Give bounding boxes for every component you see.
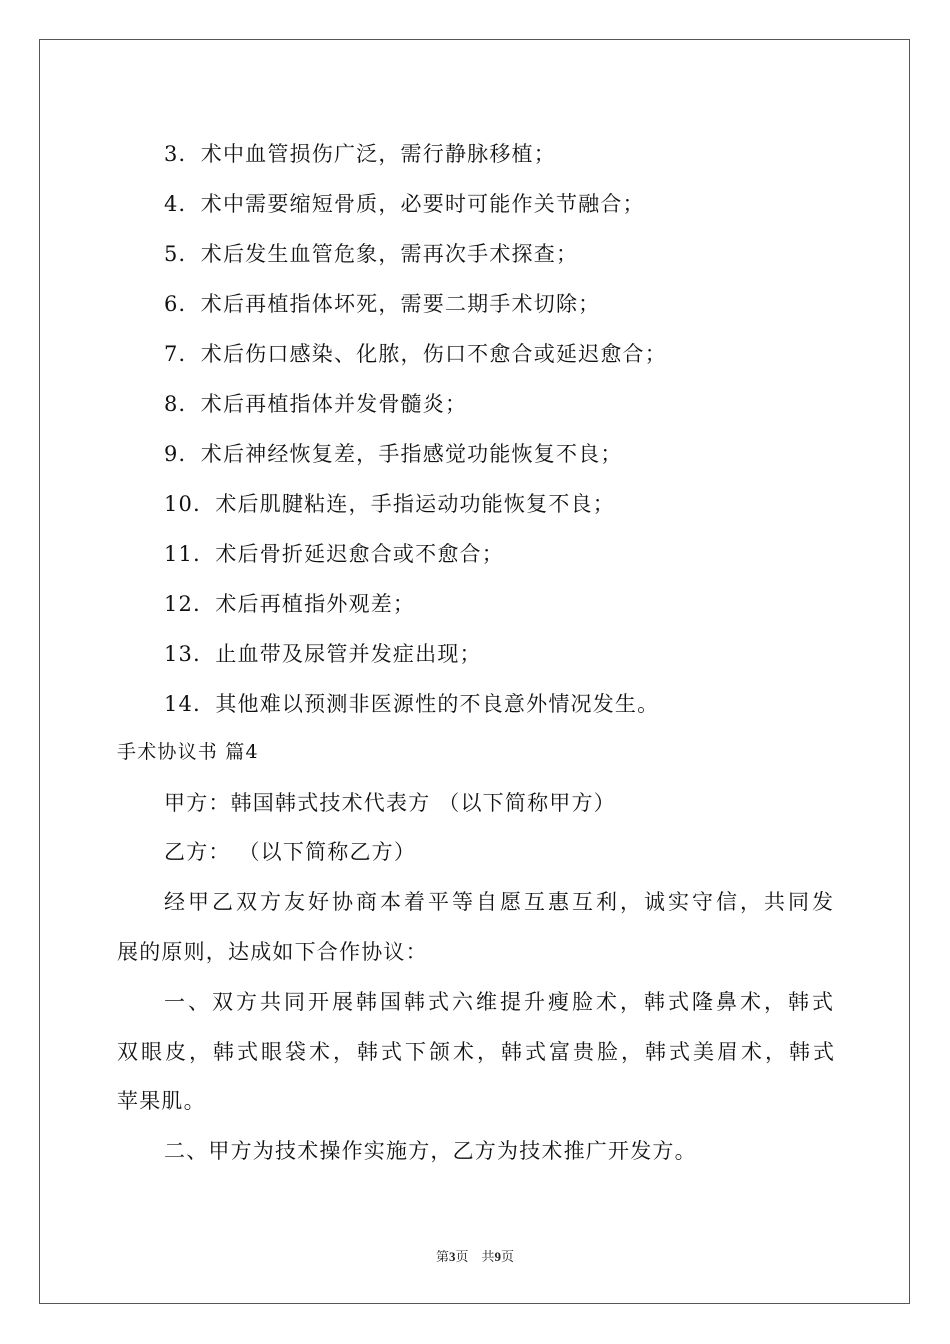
list-item: 6．术后再植指体坏死，需要二期手术切除； — [164, 292, 601, 316]
list-item: 12．术后再植指外观差； — [164, 592, 416, 616]
footer-suffix: 页 — [501, 1249, 515, 1264]
paragraph-line: 展的原则，达成如下合作协议： — [117, 940, 428, 964]
list-item: 13．止血带及尿管并发症出现； — [164, 642, 482, 666]
list-item: 11．术后骨折延迟愈合或不愈合； — [164, 542, 504, 566]
paragraph-line: 经甲乙双方友好协商本着平等自愿互惠互利，诚实守信，共同发 — [164, 890, 836, 914]
list-item: 4．术中需要缩短骨质，必要时可能作关节融合； — [164, 192, 645, 216]
list-item: 3．术中血管损伤广泛，需行静脉移植； — [164, 142, 556, 166]
list-item: 9．术后神经恢复差，手指感觉功能恢复不良； — [164, 442, 623, 466]
footer-prefix: 第 — [435, 1249, 449, 1264]
paragraph-line: 二、甲方为技术操作实施方，乙方为技术推广开发方。 — [164, 1139, 697, 1163]
list-item: 14．其他难以预测非医源性的不良意外情况发生。 — [164, 692, 660, 716]
paragraph-line: 双眼皮，韩式眼袋术，韩式下颌术，韩式富贵脸，韩式美眉术，韩式 — [117, 1040, 837, 1064]
party-b-line: 乙方： （以下简称乙方） — [164, 840, 417, 864]
section-title: 手术协议书 篇4 — [117, 741, 259, 763]
list-item: 7．术后伤口感染、化脓，伤口不愈合或延迟愈合； — [164, 342, 667, 366]
footer-page-number: 3 — [448, 1249, 456, 1264]
paragraph-line: 一、双方共同开展韩国韩式六维提升瘦脸术，韩式隆鼻术，韩式 — [164, 990, 836, 1014]
party-a-line: 甲方：韩国韩式技术代表方 （以下简称甲方） — [164, 791, 616, 815]
list-item: 5．术后发生血管危象，需再次手术探查； — [164, 242, 579, 266]
footer-mid: 页 共 — [455, 1249, 495, 1264]
list-item: 10．术后肌腱粘连，手指运动功能恢复不良； — [164, 492, 615, 516]
page-footer — [0, 1246, 950, 1265]
list-item: 8．术后再植指体并发骨髓炎； — [164, 392, 468, 416]
paragraph-line: 苹果肌。 — [117, 1089, 206, 1113]
footer-total-pages: 9 — [494, 1249, 501, 1264]
